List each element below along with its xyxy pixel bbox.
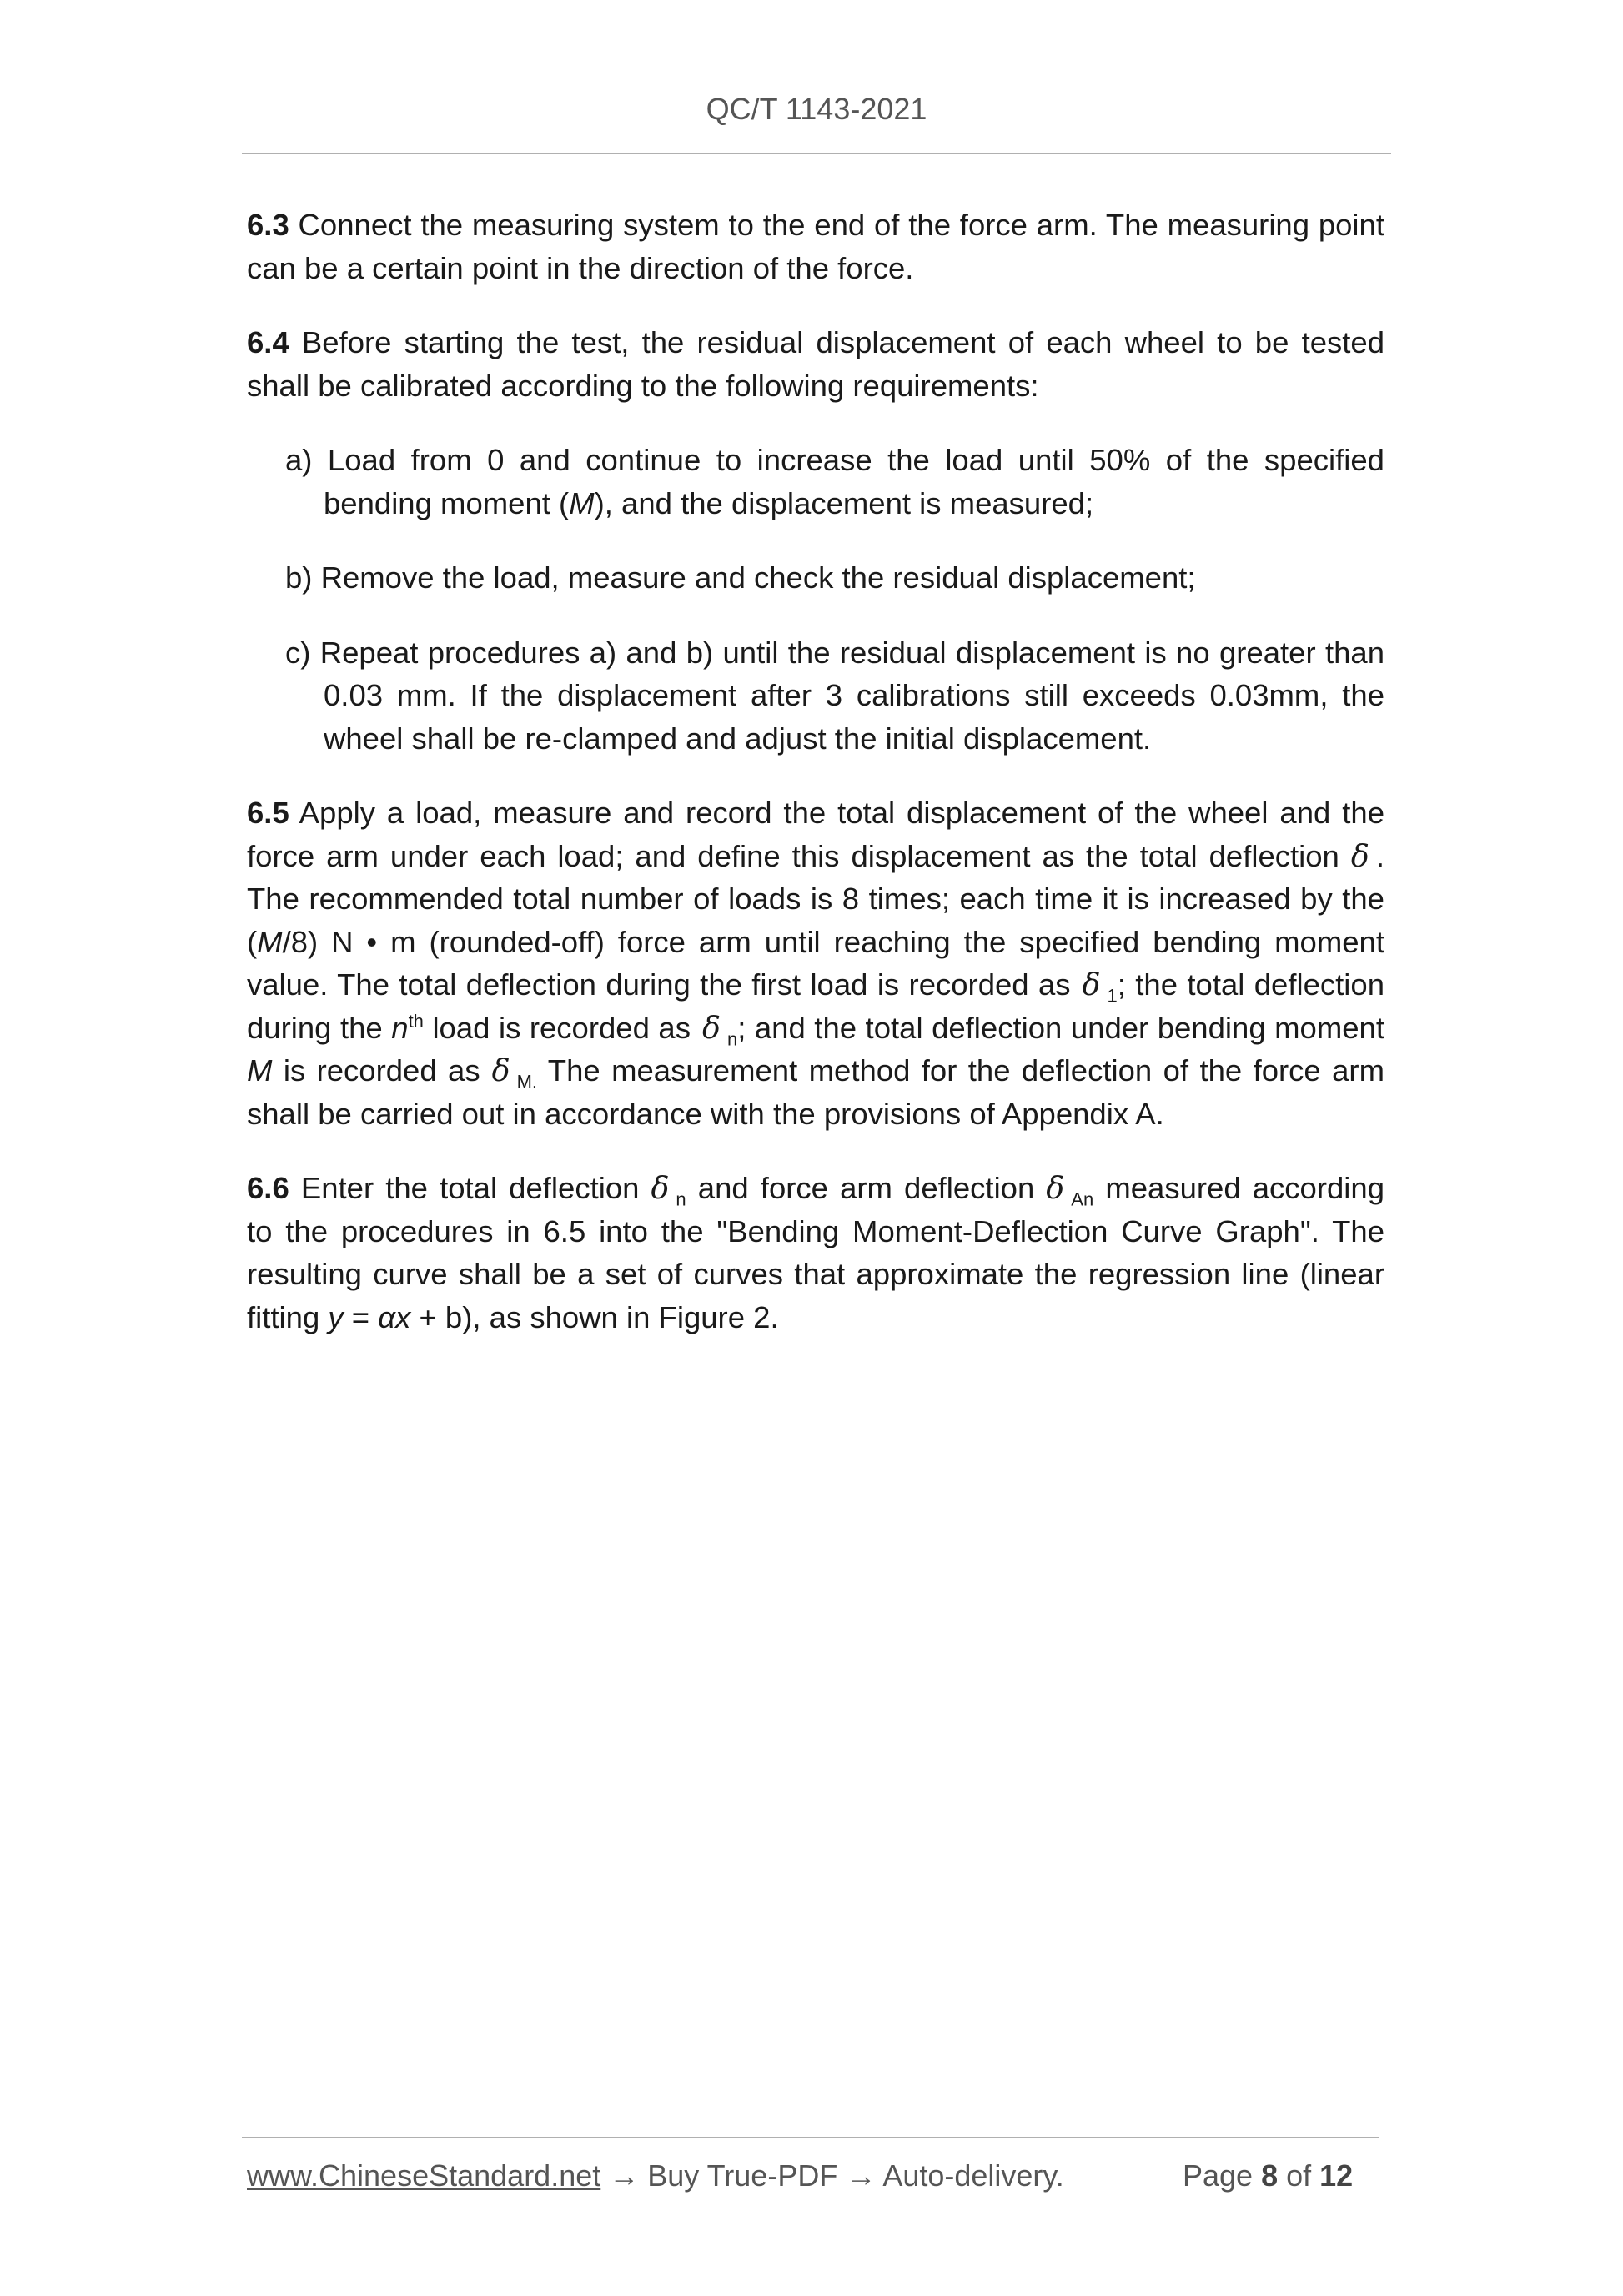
clause-text: . The recommended total number of loads is 8 times; each time it is increased by the ( — [247, 838, 1384, 959]
delta-symbol: δ — [1082, 967, 1101, 1002]
symbol-y: y — [328, 1299, 344, 1334]
of-label: of — [1278, 2158, 1320, 2193]
clause-text: and force arm deflection — [686, 1171, 1035, 1205]
symbol-m: M — [257, 924, 283, 959]
list-item-b: b) Remove the load, measure and check the residual displacement; — [285, 560, 1196, 595]
subscript: n — [726, 1027, 738, 1049]
clause-text: /8) N • m (rounded-off) force arm until reaching the specified bending moment value. The total deflection during the first load is recorded as — [247, 924, 1384, 1002]
page-label: Page — [1183, 2158, 1262, 2193]
symbol-n: n — [391, 1010, 409, 1045]
symbol-m: M — [247, 1053, 273, 1088]
clause-number: 6.6 — [247, 1171, 289, 1205]
clause-text: load is recorded as — [423, 1010, 691, 1045]
list-item-text: a) Load from 0 and continue to increase the load until 50% of the specified bending moment ( — [285, 443, 1384, 520]
clause-number: 6.3 — [247, 208, 289, 242]
current-page-number: 8 — [1261, 2158, 1279, 2193]
clause-text: ; the total deflection during the — [247, 967, 1384, 1045]
footer-promo — [247, 2158, 1064, 2193]
clause-number: 6.4 — [247, 325, 289, 359]
footer-divider — [242, 2137, 1379, 2138]
clause-text: Apply a load, measure and record the total displacement of the wheel and the force arm under each load; and define this displacement as the total deflection — [247, 796, 1384, 873]
clause-6-6 — [247, 1167, 1384, 1339]
subscript: 1 — [1107, 985, 1118, 1007]
delta-symbol: δ — [701, 1009, 721, 1046]
clause-text: Enter the total deflection — [289, 1171, 640, 1205]
clause-number: 6.5 — [247, 796, 289, 830]
superscript: th — [408, 1010, 424, 1032]
clause-6-4 — [247, 321, 1384, 407]
clause-text: measured according to the procedures in 6.5 into the "Bending Moment-Deflection Curve Graph". The resulting curve shall be a set of curves that approximate the regression line (linear fitting — [247, 1171, 1385, 1334]
website-link[interactable]: www.ChineseStandard.net — [247, 2158, 601, 2193]
delta-symbol: δ — [651, 1170, 670, 1206]
list-item-text: ), and the displacement is measured; — [594, 485, 1094, 520]
document-body — [247, 203, 1384, 1370]
delta-symbol: δ — [1350, 837, 1369, 874]
clause-text: + b), as shown in Figure 2. — [410, 1299, 779, 1334]
clause-text: ; and the total deflection under bending moment — [737, 1010, 1384, 1045]
subscript: n — [676, 1188, 686, 1210]
symbol-ax: αx — [378, 1299, 411, 1334]
symbol-m: M — [569, 485, 595, 520]
clause-text: = — [343, 1299, 379, 1334]
list-item-c: c) Repeat procedures a) and b) until the residual displacement is no greater than 0.03 mm. If the displacement after 3 calibrations still exceeds 0.03mm, the wheel shall be re-clamped and adjust the initial displacement. — [285, 635, 1384, 756]
header-divider — [242, 153, 1391, 154]
page-header: QC/T 1143-2021 — [706, 92, 927, 126]
clause-text: Connect the measuring system to the end of the force arm. The measuring point can be a certain point in the direction of the force. — [247, 208, 1384, 285]
page-indicator — [1183, 2158, 1353, 2193]
delta-symbol: δ — [1046, 1170, 1065, 1206]
delta-symbol: δ — [491, 1053, 510, 1088]
subscript: M. — [516, 1071, 538, 1093]
footer-tagline: → Buy True-PDF → Auto-delivery. — [600, 2158, 1064, 2193]
total-page-number: 12 — [1319, 2158, 1354, 2193]
subscript: An — [1071, 1188, 1094, 1210]
clause-text: Before starting the test, the residual displacement of each wheel to be tested shall be calibrated according to the following requirements: — [247, 325, 1384, 403]
list-item-a — [285, 439, 1384, 525]
clause-text: The measurement method for the deflection of the force arm shall be carried out in accordance with the provisions of Appendix A. — [247, 1053, 1384, 1131]
clause-6-5 — [247, 791, 1384, 1135]
clause-6-3 — [247, 203, 1384, 289]
clause-text: is recorded as — [272, 1053, 480, 1088]
